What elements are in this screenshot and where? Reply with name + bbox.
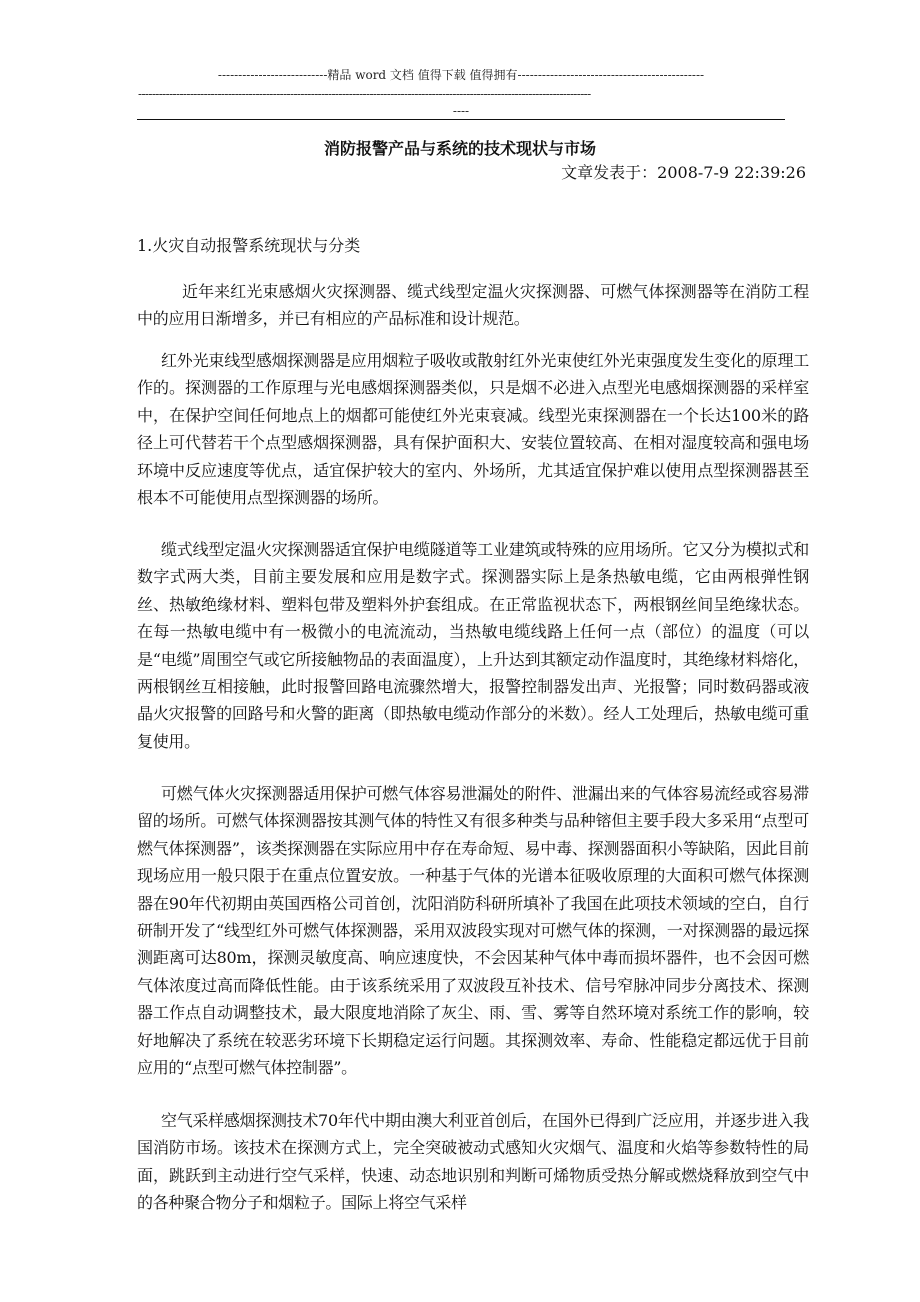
publish-date: 文章发表于：2008-7-9 22:39:26 — [561, 163, 806, 182]
header-rule — [137, 119, 785, 120]
header-dash-tail: ---- — [452, 104, 470, 118]
section-heading: 1.火灾自动报警系统现状与分类 — [137, 236, 361, 255]
article-title: 消防报警产品与系统的技术现状与市场 — [323, 139, 596, 158]
paragraph: 近年来红光束感烟火灾探测器、缆式线型定温火灾探测器、可燃气体探测器等在消防工程中的应用日渐增多，并已有相应的产品标准和设计规范。 — [137, 282, 809, 329]
header-dash-line: ----------------------------------------------------------------------------------------------------------------------------------- — [138, 87, 591, 101]
paragraph: 缆式线型定温火灾探测器适宜保护电缆隧道等工业建筑或特殊的应用场所。它又分为模拟式和数字式两大类，目前主要发展和应用是数字式。探测器实际上是条热敏电缆，它由两根弹性钢丝、热敏绝缘材料、塑料包带及塑料外护套组成。在正常监视状态下，两根钢丝间呈绝缘状态。在每一热敏电缆中有一极微小的电流流动，当热敏电缆线路上任何一点（部位）的温度（可以是“电缆”周围空气或它所接触物品的表面温度），上升达到其额定动作温度时，其绝缘材料熔化，两根钢丝互相接触，此时报警回路电流骤然增大，报警控制器发出声、光报警；同时数码器或液晶火灾报警的回路号和火警的距离（即热敏电缆动作部分的米数）。经人工处理后，热敏电缆可重复使用。 — [137, 540, 809, 751]
paragraph: 空气采样感烟探测技术70年代中期由澳大利亚首创后，在国外已得到广泛应用，并逐步进入我国消防市场。该技术在探测方式上，完全突破被动式感知火灾烟气、温度和火焰等参数特性的局面，跳跃到主动进行空气采样，快速、动态地识别和判断可烯物质受热分解或燃烧释放到空气中的各种聚合物分子和烟粒子。国际上将空气采样 — [137, 1111, 809, 1213]
header-banner-line: ---------------------------精品 word 文档 值得下载 值得拥有---------------------------------------------- — [217, 68, 705, 82]
paragraph: 红外光束线型感烟探测器是应用烟粒子吸收或散射红外光束使红外光束强度发生变化的原理工作的。探测器的工作原理与光电感烟探测器类似，只是烟不必进入点型光电感烟探测器的采样室中，在保护空间任何地点上的烟都可能使红外光束衰减。线型光束探测器在一个长达100米的路径上可代替若干个点型感烟探测器，具有保护面积大、安装位置较高、在相对湿度较高和强电场环境中反应速度等优点，适宜保护较大的室内、外场所，尤其适宜保护难以使用点型探测器甚至根本不可能使用点型探测器的场所。 — [137, 351, 809, 508]
paragraph: 可燃气体火灾探测器适用保护可燃气体容易泄漏处的附件、泄漏出来的气体容易流经或容易滞留的场所。可燃气体探测器按其测气体的特性又有很多种类与品种镕但主要手段大多采用“点型可燃气体探测器”，该类探测器在实际应用中存在寿命短、易中毒、探测器面积小等缺陷，因此目前现场应用一般只限于在重点位置安放。一种基于气体的光谱本征吸收原理的大面积可燃气体探测器在90年代初期由英国西格公司首创，沈阳消防科研所填补了我国在此项技术领域的空白，自行研制开发了“线型红外可燃气体探测器，采用双波段实现对可燃气体的探测，一对探测器的最远探测距离可达80m，探测灵敏度高、响应速度快，不会因某种气体中毒而损坏器件，也不会因可燃气体浓度过高而降低性能。由于该系统采用了双波段互补技术、信号窄脉冲同步分离技术、探测器工作点自动调整技术，最大限度地消除了灰尘、雨、雪、雾等自然环境对系统工作的影响，较好地解决了系统在较恶劣环境下长期稳定运行问题。其探测效率、寿命、性能稳定都远优于目前应用的“点型可燃气体控制器”。 — [137, 784, 809, 1078]
